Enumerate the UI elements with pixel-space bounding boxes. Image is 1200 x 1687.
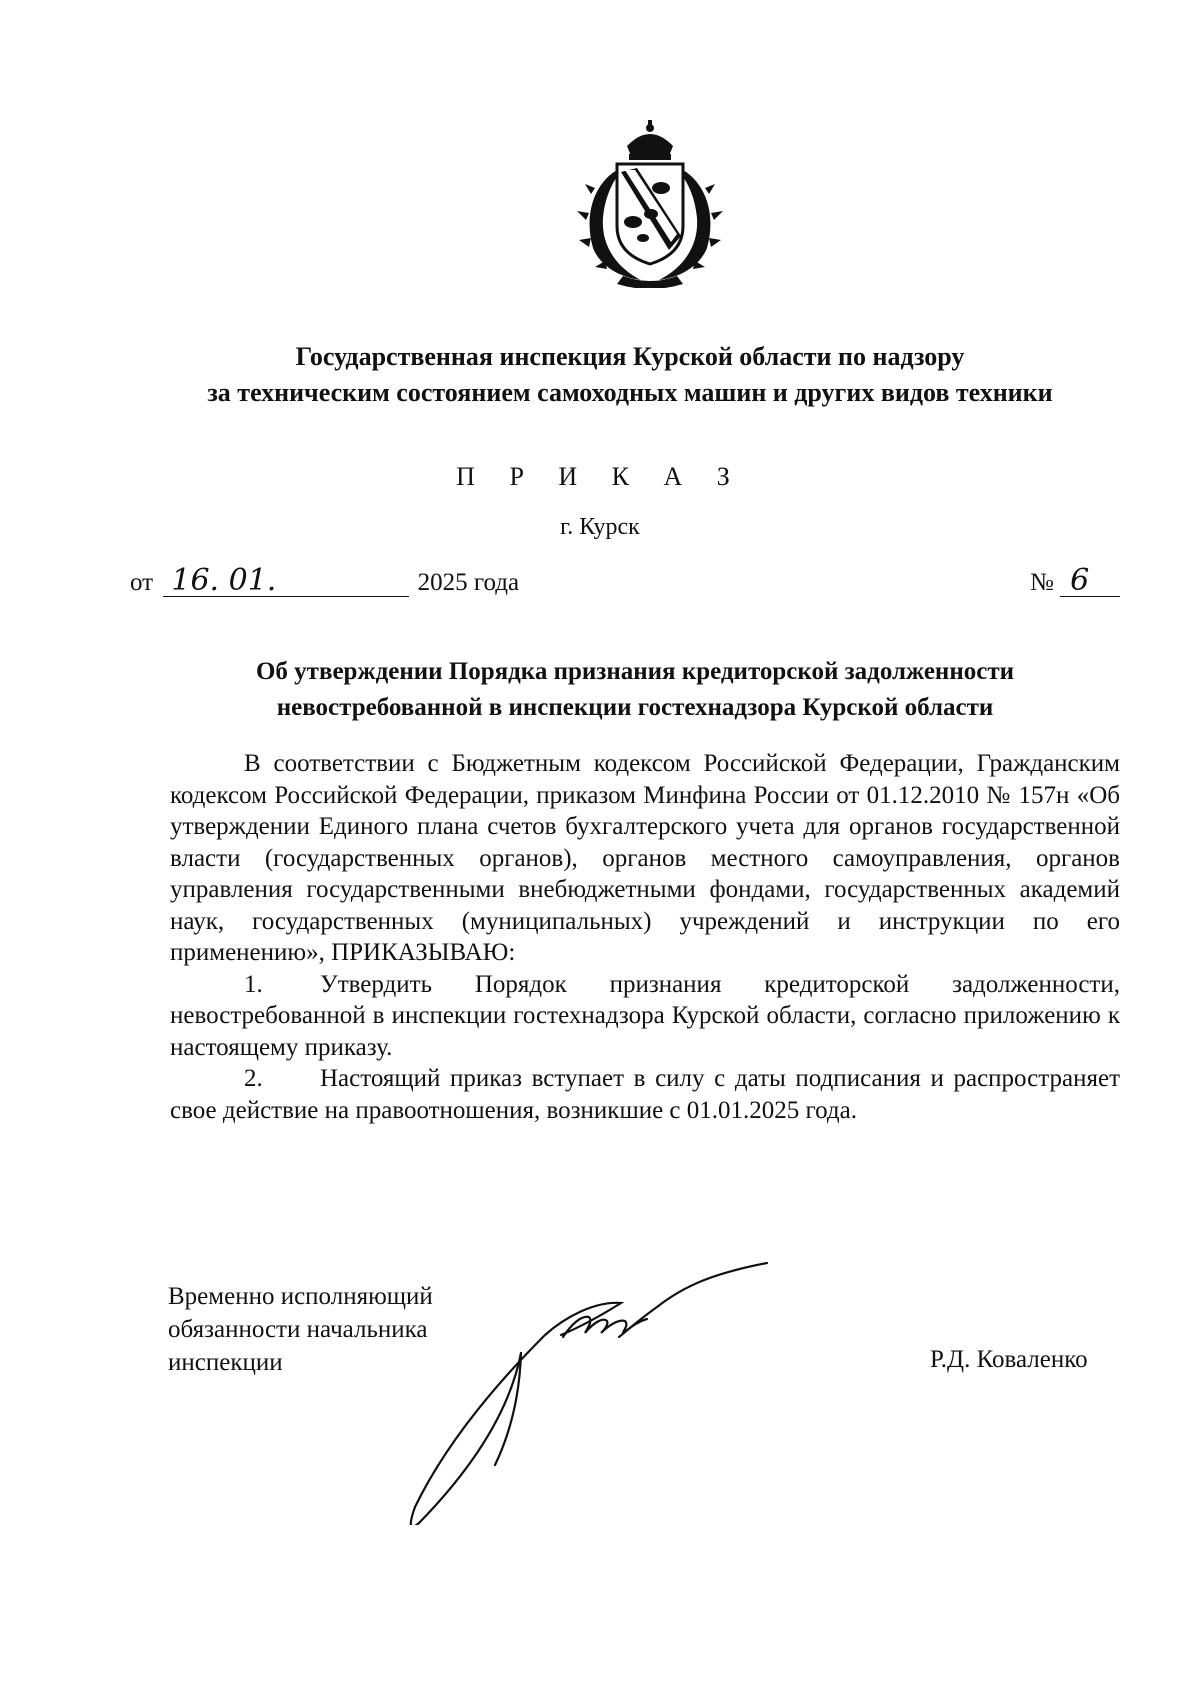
order-number — [1030, 563, 1120, 598]
document-city: г. Курск — [560, 514, 640, 540]
order-item-1 — [170, 969, 1120, 1064]
subject-line-1: Об утверждении Порядка признания кредиторской задолженности — [255, 658, 1015, 685]
organization-name-line-1: Государственная инспекция Курской области по надзору — [295, 342, 965, 371]
date-handwritten: 16. 01. — [163, 566, 409, 597]
item-number: 2. — [244, 1065, 263, 1092]
item-number: 1. — [244, 970, 263, 998]
coat-of-arms-icon — [565, 118, 735, 288]
document-type-title: П Р И К А З — [456, 462, 744, 491]
signer-position-line-3: инспекции — [168, 1349, 283, 1376]
preamble-paragraph: В соответствии с Бюджетным кодексом Российской Федерации, Гражданским кодексом Российской Федерации, приказом Минфина России от 01.12.2010 № 157н «Об утверждении Единого плана счетов бухгалтерского учета для органов государственной власти (государственных органов), органов местного самоуправления, органов управления государственными внебюджетными фондами, государственных академий наук, государственных (муниципальных) учреждений и инструкции по его применению», ПРИКАЗЫВАЮ: — [170, 750, 1120, 966]
order-item-2 — [170, 1063, 1120, 1126]
item-text: Утвердить Порядок признания кредиторской задолженности, невостребованной в инспекции гостехнадзора Курской области, согласно приложению к настоящему приказу. — [170, 970, 1120, 1061]
item-text: Настоящий приказ вступает в силу с даты подписания и распространяет свое действие на правоотношения, возникшие с 01.01.2025 года. — [170, 1065, 1120, 1124]
date-prefix: от — [130, 569, 154, 596]
date-year: 2025 года — [417, 569, 520, 596]
number-handwritten: 6 — [1060, 566, 1120, 597]
organization-name-line-2: за техническим состоянием самоходных машин и других видов техники — [207, 378, 1053, 407]
subject-line-2: невостребованной в инспекции гостехнадзора Курской области — [276, 694, 994, 721]
number-prefix: № — [1030, 569, 1054, 596]
signer-position — [168, 1280, 433, 1379]
signer-position-line-2: обязанности начальника — [168, 1316, 428, 1343]
signer-position-line-1: Временно исполняющий — [168, 1283, 433, 1310]
handwritten-signature-icon — [395, 1255, 845, 1525]
order-date — [130, 563, 520, 598]
document-body — [170, 748, 1120, 1126]
signer-name: Р.Д. Коваленко — [930, 1346, 1088, 1373]
